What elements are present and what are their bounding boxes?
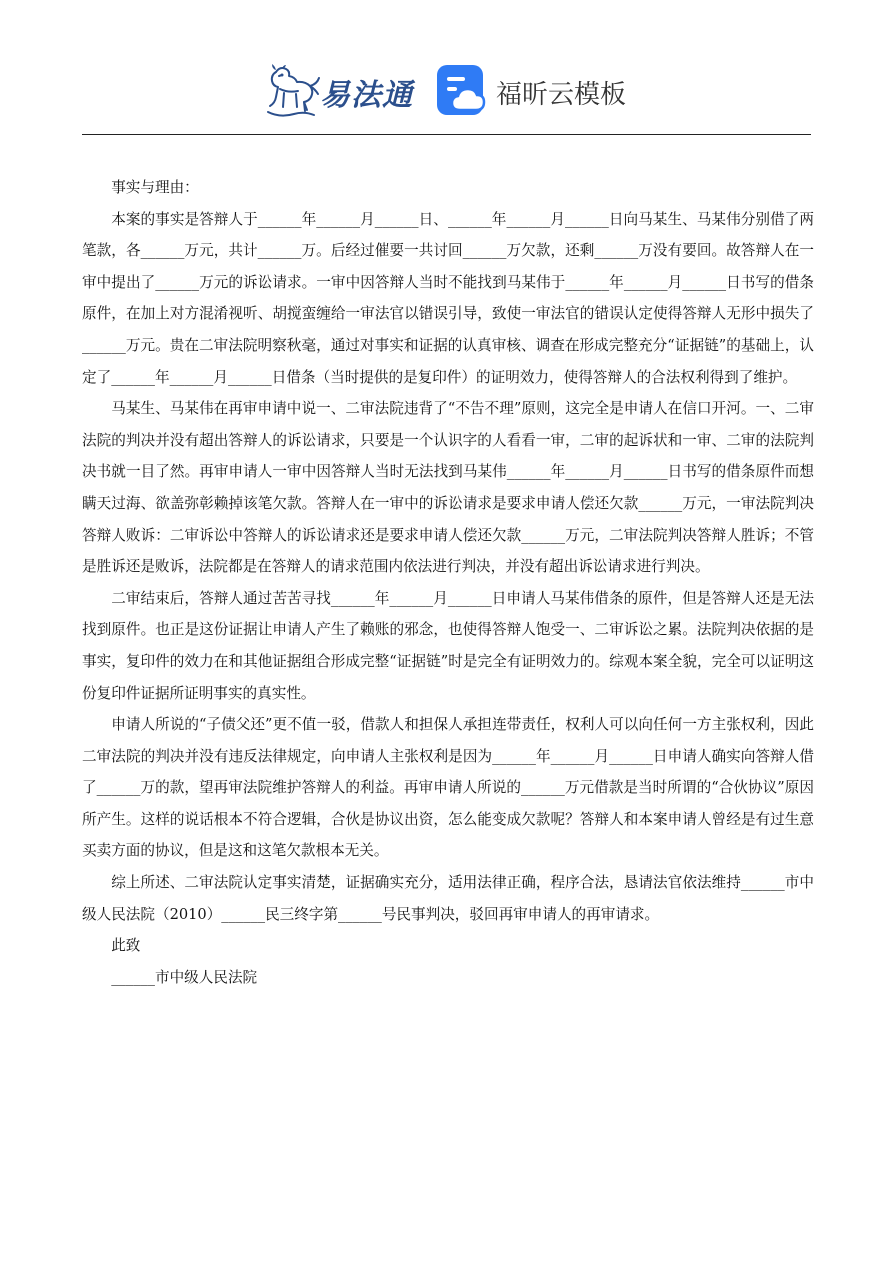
- section-heading: 事实与理由：: [111, 179, 199, 196]
- header-divider: [82, 134, 811, 135]
- paragraph-facts: 本案的事实是答辩人于______年______月______日、______年______月______日向马某生、马某伟分别借了两笔款，各______万元，共计______万。后经过催要一共讨回______万欠款，还剩______万没有要回。故答辩人在一审中提出了______万元的诉讼请求。一审中因答辩人当时不能找到马某伟于______年______月______日书写的借条原件，在加上对方混淆视听、胡搅蛮缠给一审法官以错误引导，致使一审法官的错误认定使得答辩人无形中损失了______万元。贵在二审法院明察秋毫，通过对事实和证据的认真审核、调查在形成完整充分“证据链”的基础上，认定了______年______月______日借条（当时提供的是复印件）的证明效力，使得答辩人的合法权利得到了维护。: [82, 210, 814, 386]
- paragraph-evidence: 二审结束后，答辩人通过苦苦寻找______年______月______日申请人马某伟借条的原件，但是答辩人还是无法找到原件。也正是这份证据让申请人产生了赖账的邪念，也使得答辩人饱受一、二审诉讼之累。法院判决依据的是事实，复印件的效力在和其他证据组合形成完整“证据链”时是完全有证明效力的。综观本案全貌，完全可以证明这份复印件证据所证明事实的真实性。: [82, 589, 814, 702]
- paragraph-liability: 申请人所说的“子债父还”更不值一驳，借款人和担保人承担连带责任，权利人可以向任何一方主张权利，因此二审法院的判决并没有违反法律规定，向申请人主张权利是因为______年______月______日申请人确实向答辩人借了______万的款，望再审法院维护答辩人的利益。再审申请人所说的______万元借款是当时所谓的“合伙协议”原因所产生。这样的说话根本不符合逻辑，合伙是协议出资，怎么能变成欠款呢？答辩人和本案申请人曾经是有过生意买卖方面的协议，但是这和这笔欠款根本无关。: [82, 716, 814, 860]
- qilin-emblem-icon: [262, 62, 322, 120]
- page-header: [0, 0, 893, 136]
- cloud-document-icon: [436, 64, 488, 118]
- paragraph-rebuttal-principle: 马某生、马某伟在再审申请中说一、二审法院违背了“不告不理”原则，这完全是申请人在信口开河。一、二审法院的判决并没有超出答辩人的诉讼请求，只要是一个认识字的人看看一审，二审的起诉状和一审、二审的法院判决书就一目了然。再审申请人一审中因答辩人当时无法找到马某伟______年______月______日书写的借条原件而想瞒天过海、欲盖弥彰赖掉该笔欠款。答辩人在一审中的诉讼请求是要求申请人偿还欠款______万元，一审法院判决答辩人败诉：二审诉讼中答辩人的诉讼请求还是要求申请人偿还欠款______万元，二审法院判决答辩人胜诉；不管是胜诉还是败诉，法院都是在答辩人的请求范围内依法进行判决，并没有超出诉讼请求进行判决。: [82, 400, 814, 576]
- yifatong-logo: [262, 62, 412, 120]
- document-body: [82, 172, 814, 993]
- foxit-cloud-template-logo: [436, 64, 636, 118]
- paragraph-conclusion: 综上所述、二审法院认定事实清楚，证据确实充分，适用法律正确，程序合法，恳请法官依法维持______市中级人民法院（2010）______民三终字第______号民事判决，驳回再审申请人的再审请求。: [82, 874, 814, 923]
- closing-salutation: 此致: [111, 937, 141, 955]
- foxit-cloud-template-text: 福昕云模板: [496, 80, 627, 110]
- yifatong-logo-text: 易法通: [320, 78, 413, 113]
- recipient-court: ______市中级人民法院: [111, 968, 258, 986]
